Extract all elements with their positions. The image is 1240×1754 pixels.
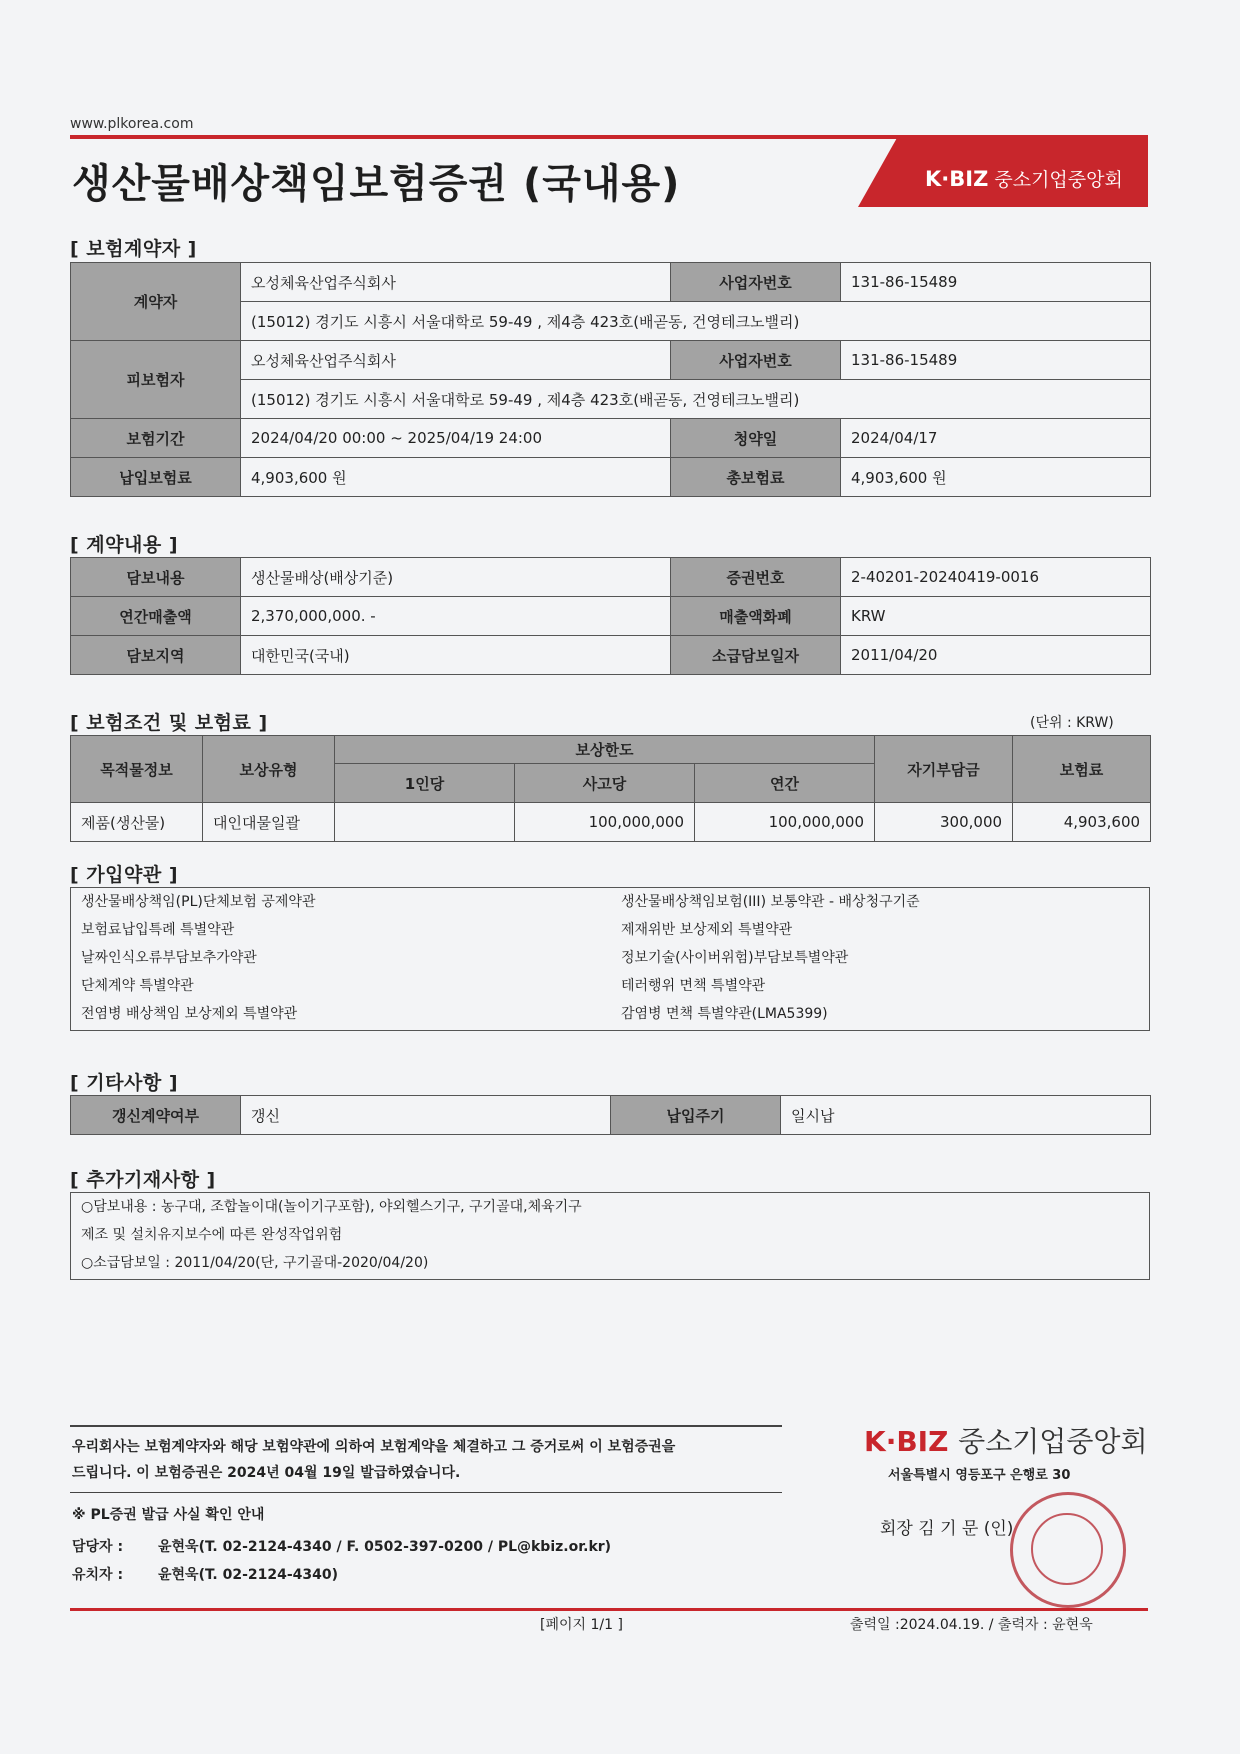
clause-item: 생산물배상책임보험(III) 보통약관 - 배상청구기준	[621, 894, 920, 910]
logo-brand: K·BIZ	[925, 167, 989, 191]
per-accident-header: 사고당	[515, 764, 695, 803]
region-label: 담보지역	[71, 636, 241, 675]
deductible-cell: 300,000	[875, 803, 1013, 842]
clauses-right	[611, 888, 1149, 1028]
clause-item: 전염병 배상책임 보상제외 특별약관	[81, 1006, 298, 1022]
footer-rule-top	[70, 1425, 782, 1427]
payment-cycle: 일시납	[781, 1096, 1151, 1135]
clause-item: 날짜인식오류부담보추가약관	[81, 950, 257, 966]
contractor-name: 오성체육산업주식회사	[241, 263, 671, 302]
premium-cell: 4,903,600	[1013, 803, 1151, 842]
paid-premium: 4,903,600 원	[241, 458, 671, 497]
per-accident-cell: 100,000,000	[515, 803, 695, 842]
payment-label: 납입주기	[611, 1096, 781, 1135]
contractor-address: (15012) 경기도 시흥시 서울대학로 59-49 , 제4층 423호(배곧동, 건영테크노밸리)	[241, 302, 1151, 341]
insured-biz-no-label: 사업자번호	[671, 341, 841, 380]
recruiter-info: 윤현욱(T. 02-2124-4340)	[158, 1567, 339, 1583]
notice-title: ※ PL증권 발급 사실 확인 안내	[72, 1507, 265, 1523]
insured-address: (15012) 경기도 시흥시 서울대학로 59-49 , 제4층 423호(배곧동, 건영테크노밸리)	[241, 380, 1151, 419]
contractor-label: 계약자	[71, 263, 241, 341]
kbiz-logo	[925, 165, 1123, 192]
annual-header: 연간	[695, 764, 875, 803]
print-info: 출력일 :2024.04.19. / 출력자 : 윤현욱	[850, 1617, 1093, 1633]
total-premium: 4,903,600 원	[841, 458, 1151, 497]
per-person-cell	[335, 803, 515, 842]
object-header: 목적물정보	[71, 736, 203, 803]
footer-bottom-rule	[70, 1608, 1148, 1611]
section-conditions: [ 보험조건 및 보험료 ]	[70, 712, 268, 734]
official-seal-stamp	[1010, 1492, 1126, 1608]
document-title: 생산물배상책임보험증권 (국내용)	[72, 161, 681, 207]
seal-inner-ring	[1031, 1513, 1103, 1585]
clause-item: 보험료납입특례 특별약관	[81, 922, 235, 938]
clause-item: 테러행위 면책 특별약관	[621, 978, 766, 994]
cert-no-label: 증권번호	[671, 558, 841, 597]
per-person-header: 1인당	[335, 764, 515, 803]
clause-item: 감염병 면책 특별약관(LMA5399)	[621, 1006, 828, 1022]
site-url: www.plkorea.com	[70, 116, 194, 132]
currency: KRW	[841, 597, 1151, 636]
contact-info: 윤현욱(T. 02-2124-4340 / F. 0502-397-0200 / PL@kbiz.or.kr)	[158, 1539, 612, 1555]
period-label: 보험기간	[71, 419, 241, 458]
section-policyholder: [ 보험계약자 ]	[70, 238, 197, 260]
insured-biz-no: 131-86-15489	[841, 341, 1151, 380]
annual-sales: 2,370,000,000. -	[241, 597, 671, 636]
contractor-biz-no-label: 사업자번호	[671, 263, 841, 302]
retro-label: 소급담보일자	[671, 636, 841, 675]
currency-label: 매출액화폐	[671, 597, 841, 636]
sales-label: 연간매출액	[71, 597, 241, 636]
subscribe-label: 청약일	[671, 419, 841, 458]
org-brand: K·BIZ	[864, 1425, 949, 1458]
logo-org: 중소기업중앙회	[994, 169, 1123, 191]
coverage-label: 담보내용	[71, 558, 241, 597]
limit-header: 보상한도	[335, 736, 875, 764]
additional-line: 제조 및 설치유지보수에 따른 완성작업위험	[81, 1227, 343, 1243]
clause-item: 단체계약 특별약관	[81, 978, 194, 994]
coverage: 생산물배상(배상기준)	[241, 558, 671, 597]
type-header: 보상유형	[203, 736, 335, 803]
section-other: [ 기타사항 ]	[70, 1072, 179, 1094]
total-premium-label: 총보험료	[671, 458, 841, 497]
clause-item: 제재위반 보상제외 특별약관	[621, 922, 793, 938]
annual-cell: 100,000,000	[695, 803, 875, 842]
additional-line: ○소급담보일 : 2011/04/20(단, 구기골대-2020/04/20)	[81, 1255, 429, 1271]
section-contract: [ 계약내용 ]	[70, 534, 179, 556]
premium-header: 보험료	[1013, 736, 1151, 803]
other-table	[70, 1095, 1151, 1135]
region: 대한민국(국내)	[241, 636, 671, 675]
conditions-table	[70, 735, 1151, 842]
insurance-period: 2024/04/20 00:00 ~ 2025/04/19 24:00	[241, 419, 671, 458]
contract-table	[70, 557, 1151, 675]
clauses-left	[71, 888, 611, 1028]
statement-line-2: 드립니다. 이 보험증권은 2024년 04월 19일 발급하였습니다.	[72, 1465, 461, 1481]
footer-rule-mid	[70, 1492, 782, 1493]
object-cell: 제품(생산물)	[71, 803, 203, 842]
org-address: 서울특별시 영등포구 은행로 30	[888, 1468, 1071, 1483]
contact-label: 담당자 :	[72, 1539, 124, 1555]
insured-label: 피보험자	[71, 341, 241, 419]
recruiter-label: 유치자 :	[72, 1567, 124, 1583]
section-additional: [ 추가기재사항 ]	[70, 1169, 216, 1191]
clause-item: 생산물배상책임(PL)단체보험 공제약관	[81, 894, 316, 910]
subscribe-date: 2024/04/17	[841, 419, 1151, 458]
cert-no: 2-40201-20240419-0016	[841, 558, 1151, 597]
unit-note: (단위 : KRW)	[1030, 715, 1114, 731]
org-logo	[864, 1420, 1148, 1460]
clause-item: 정보기술(사이버위험)부담보특별약관	[621, 950, 849, 966]
section-clauses: [ 가입약관 ]	[70, 864, 179, 886]
paid-premium-label: 납입보험료	[71, 458, 241, 497]
clauses-box	[70, 887, 1150, 1031]
page-indicator: [페이지 1/1 ]	[540, 1617, 623, 1633]
retro-date: 2011/04/20	[841, 636, 1151, 675]
statement-line-1: 우리회사는 보험계약자와 해당 보험약관에 의하여 보험계약을 체결하고 그 증거로써 이 보험증권을	[72, 1439, 676, 1455]
renewal-label: 갱신계약여부	[71, 1096, 241, 1135]
insured-name: 오성체육산업주식회사	[241, 341, 671, 380]
type-cell: 대인대물일괄	[203, 803, 335, 842]
org-name: 중소기업중앙회	[958, 1425, 1148, 1458]
renewal: 갱신	[241, 1096, 611, 1135]
policyholder-table	[70, 262, 1151, 497]
additional-line: ○담보내용 : 농구대, 조합놀이대(놀이기구포함), 야외헬스기구, 구기골대,체육기구	[81, 1199, 582, 1215]
chairman-signature: 회장 김 기 문 (인)	[880, 1519, 1014, 1539]
additional-box	[70, 1192, 1150, 1280]
contractor-biz-no: 131-86-15489	[841, 263, 1151, 302]
deductible-header: 자기부담금	[875, 736, 1013, 803]
